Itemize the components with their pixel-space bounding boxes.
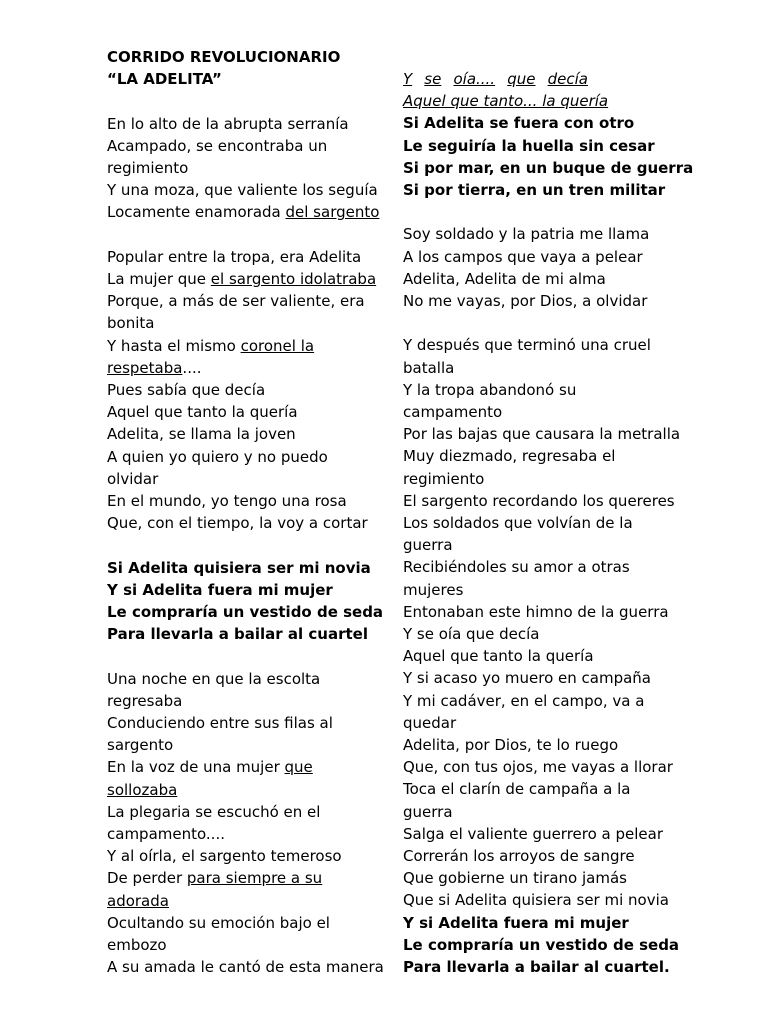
verse-line: regresaba <box>107 691 183 710</box>
verse-line: No me vayas, por Dios, a olvidar <box>403 292 648 311</box>
verse-line: Ocultando su emoción bajo el <box>107 913 330 932</box>
verse-line: campamento.... <box>107 825 225 844</box>
word: se <box>424 70 442 88</box>
verse-line: Porque, a más de ser valiente, era <box>107 292 365 311</box>
underlined-text: que <box>284 758 313 777</box>
verse-line: En lo alto de la abrupta serranía <box>107 114 349 133</box>
verse-line: Que, con tus ojos, me vayas a llorar <box>403 758 673 777</box>
chorus-line: Y si Adelita fuera mi mujer <box>107 580 333 599</box>
word: oía.... <box>453 70 496 88</box>
verse-line: Adelita, se llama la joven <box>107 425 296 444</box>
verse-text: Y hasta el mismo <box>107 336 241 355</box>
verse-line: Y si acaso yo muero en campaña <box>403 669 651 688</box>
chorus-line: Si Adelita quisiera ser mi novia <box>107 558 371 577</box>
chorus-line: Para llevarla a bailar al cuartel. <box>403 958 670 977</box>
underlined-text: coronel la <box>240 336 315 355</box>
verse-line: Popular entre la tropa, era Adelita <box>107 247 362 266</box>
verse-line: Y al oírla, el sargento temeroso <box>107 847 342 866</box>
underlined-text: adorada <box>107 891 169 910</box>
underlined-text: respetaba <box>107 358 183 377</box>
verse-line: embozo <box>107 936 167 955</box>
verse-line: regimiento <box>403 469 485 488</box>
verse-line: Una noche en que la escolta <box>107 669 321 688</box>
verse-line: quedar <box>403 713 457 732</box>
italic-line: Aquel que tanto... la quería <box>403 92 609 111</box>
verse-line: Pues sabía que decía <box>107 381 266 400</box>
verse-line: Salga el valiente guerrero a pelear <box>403 824 664 843</box>
verse-line: Por las bajas que causara la metralla <box>403 425 681 444</box>
verse-line <box>107 756 369 778</box>
chorus-line: Le compraría un vestido de seda <box>403 935 680 954</box>
verse-line: regimiento <box>107 159 189 177</box>
verse-line: campamento <box>403 403 503 422</box>
verse-line: Conduciendo entre sus filas al <box>107 714 333 733</box>
verse-line: Y mi cadáver, en el campo, va a <box>403 691 645 710</box>
verse-line: Y la tropa abandonó su <box>403 380 577 399</box>
verse-line: Aquel que tanto la quería <box>403 647 594 666</box>
verse-text: De perder <box>107 869 187 888</box>
chorus-line: Si Adelita se fuera con otro <box>403 114 635 133</box>
verse-line: En el mundo, yo tengo una rosa <box>107 492 347 511</box>
verse-line <box>107 335 369 357</box>
verse-line: Muy diezmado, regresaba el <box>403 447 616 466</box>
verse-text: En la voz de una mujer <box>107 758 285 777</box>
verse-line: Adelita, por Dios, te lo ruego <box>403 736 619 755</box>
chorus-line: Si por mar, en un buque de guerra <box>403 158 694 177</box>
verse-line: guerra <box>403 802 453 821</box>
verse-line: Que gobierne un tirano jamás <box>403 869 627 888</box>
verse-line: Soy soldado y la patria me llama <box>403 225 650 244</box>
underlined-text: del sargento <box>285 203 380 222</box>
verse-line: Correrán los arroyos de sangre <box>403 847 635 866</box>
verse-line <box>107 357 369 379</box>
verse-line <box>107 268 377 290</box>
verse-line: Aquel que tanto la quería <box>107 403 298 422</box>
verse-text: Locamente enamorada <box>107 203 286 222</box>
verse-line: olvidar <box>107 469 159 488</box>
verse-line: Acampado, se encontraba un <box>107 136 328 155</box>
word: Y <box>403 70 413 88</box>
verse-text: .... <box>182 358 202 377</box>
verse-line: Toca el clarín de campaña a la <box>403 780 631 799</box>
chorus-line: Si por tierra, en un tren militar <box>403 181 666 200</box>
verse-line: Los soldados que volvían de la <box>403 514 633 533</box>
underlined-text: sollozaba <box>107 780 178 799</box>
verse-line: A quien yo quiero y no puedo <box>107 447 328 466</box>
verse-line <box>107 201 380 223</box>
song-title-line-1: CORRIDO REVOLUCIONARIO <box>107 48 341 66</box>
word: decía <box>547 70 588 88</box>
verse-line: Y se oía que decía <box>403 625 540 644</box>
verse-line: Y una moza, que valiente los seguía <box>107 181 378 200</box>
verse-line: Que, con el tiempo, la voy a cortar <box>107 514 368 533</box>
verse-line: La plegaria se escuchó en el <box>107 802 321 821</box>
underlined-text: para siempre a su <box>186 869 323 888</box>
verse-line: Y después que terminó una cruel <box>403 336 651 355</box>
verse-line: El sargento recordando los quereres <box>403 491 675 510</box>
verse-line <box>107 867 369 889</box>
verse-line: Recibiéndoles su amor a otras <box>403 558 630 577</box>
verse-line: bonita <box>107 314 155 333</box>
verse-line: Que si Adelita quisiera ser mi novia <box>403 891 669 910</box>
verse-line: sargento <box>107 736 174 755</box>
right-column <box>403 68 694 978</box>
left-column <box>107 46 384 978</box>
verse-line: guerra <box>403 536 453 555</box>
verse-line <box>107 779 369 801</box>
verse-line: mujeres <box>403 580 464 599</box>
verse-line: batalla <box>403 358 455 377</box>
verse-line: A los campos que vaya a pelear <box>403 247 643 266</box>
verse-line: Entonaban este himno de la guerra <box>403 602 669 621</box>
verse-line <box>107 890 369 912</box>
underlined-text: el sargento idolatraba <box>210 270 377 288</box>
chorus-line: Le seguiría la huella sin cesar <box>403 136 655 155</box>
chorus-line: Le compraría un vestido de seda <box>107 603 384 622</box>
verse-line: A su amada le cantó de esta manera <box>107 958 384 977</box>
chorus-line: Para llevarla a bailar al cuartel <box>107 625 368 644</box>
italic-line-justified <box>403 68 588 90</box>
word: que <box>507 70 536 88</box>
verse-line: Adelita, Adelita de mi alma <box>403 269 606 288</box>
verse-text: La mujer que <box>107 270 211 288</box>
song-title-line-2: “LA ADELITA” <box>107 70 222 89</box>
chorus-line: Y si Adelita fuera mi mujer <box>403 913 629 932</box>
